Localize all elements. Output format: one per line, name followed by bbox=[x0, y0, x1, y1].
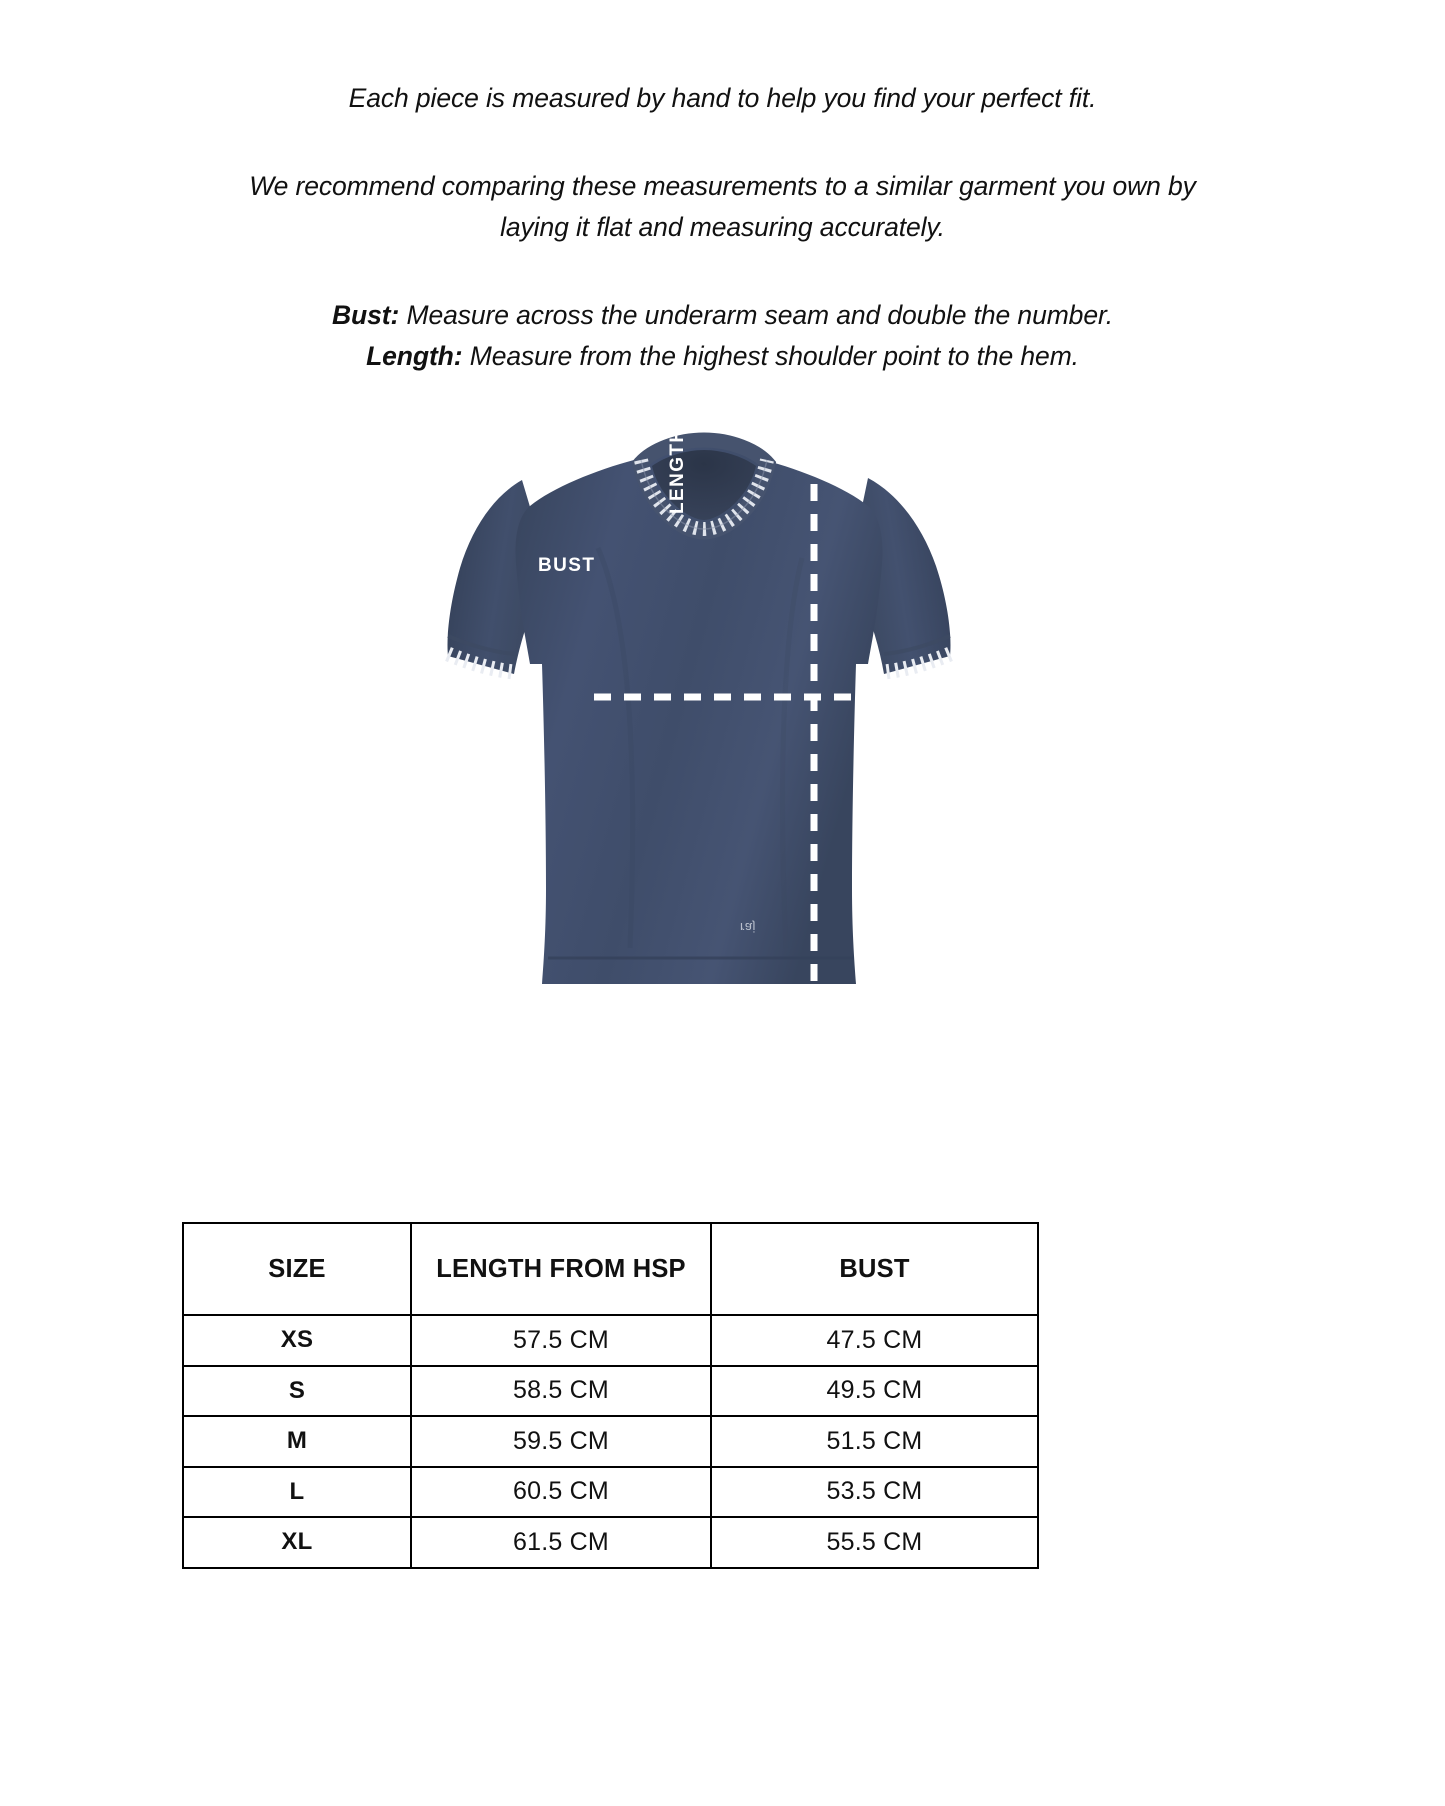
cell-length: 61.5 CM bbox=[411, 1517, 711, 1568]
intro-line-2: We recommend comparing these measurements to a similar garment you own by laying it flat and measuring accurately. bbox=[249, 171, 1196, 242]
size-chart-table-wrapper bbox=[182, 1222, 1037, 1569]
table-row bbox=[183, 1416, 1038, 1467]
length-instruction bbox=[0, 336, 1445, 377]
size-chart-table bbox=[182, 1222, 1039, 1569]
table-row bbox=[183, 1467, 1038, 1518]
cell-length: 59.5 CM bbox=[411, 1416, 711, 1467]
cell-length: 58.5 CM bbox=[411, 1366, 711, 1417]
cell-size: L bbox=[183, 1467, 411, 1518]
table-row bbox=[183, 1517, 1038, 1568]
length-instruction-label: Length: bbox=[366, 341, 463, 371]
tshirt-illustration bbox=[398, 388, 1048, 1008]
length-instruction-text: Measure from the highest shoulder point to the hem. bbox=[462, 341, 1079, 371]
cell-size: XS bbox=[183, 1315, 411, 1366]
bust-instruction-label: Bust: bbox=[332, 300, 400, 330]
header-bust: BUST bbox=[711, 1223, 1038, 1315]
cell-bust: 49.5 CM bbox=[711, 1366, 1038, 1417]
cell-length: 57.5 CM bbox=[411, 1315, 711, 1366]
intro-line-1: Each piece is measured by hand to help you find your perfect fit. bbox=[348, 83, 1097, 113]
cell-bust: 55.5 CM bbox=[711, 1517, 1038, 1568]
cell-bust: 53.5 CM bbox=[711, 1467, 1038, 1518]
cell-bust: 47.5 CM bbox=[711, 1315, 1038, 1366]
table-row bbox=[183, 1315, 1038, 1366]
size-chart-body bbox=[183, 1315, 1038, 1568]
length-guide-label: LENGTH bbox=[667, 427, 688, 514]
tshirt-measurement-diagram bbox=[398, 388, 1048, 1008]
cell-length: 60.5 CM bbox=[411, 1467, 711, 1518]
cell-size: M bbox=[183, 1416, 411, 1467]
spacer bbox=[0, 119, 1445, 166]
cell-size: XL bbox=[183, 1517, 411, 1568]
bust-instruction bbox=[0, 295, 1445, 336]
garment-brandmark: raj bbox=[740, 920, 756, 935]
bust-instruction-text: Measure across the underarm seam and double the number. bbox=[399, 300, 1113, 330]
cell-bust: 51.5 CM bbox=[711, 1416, 1038, 1467]
size-chart-header bbox=[183, 1223, 1038, 1315]
cell-size: S bbox=[183, 1366, 411, 1417]
header-length: LENGTH FROM HSP bbox=[411, 1223, 711, 1315]
table-row bbox=[183, 1366, 1038, 1417]
spacer bbox=[0, 248, 1445, 295]
table-header-row bbox=[183, 1223, 1038, 1315]
measurement-instructions bbox=[0, 78, 1445, 377]
header-size: SIZE bbox=[183, 1223, 411, 1315]
bust-guide-label: BUST bbox=[538, 555, 596, 576]
